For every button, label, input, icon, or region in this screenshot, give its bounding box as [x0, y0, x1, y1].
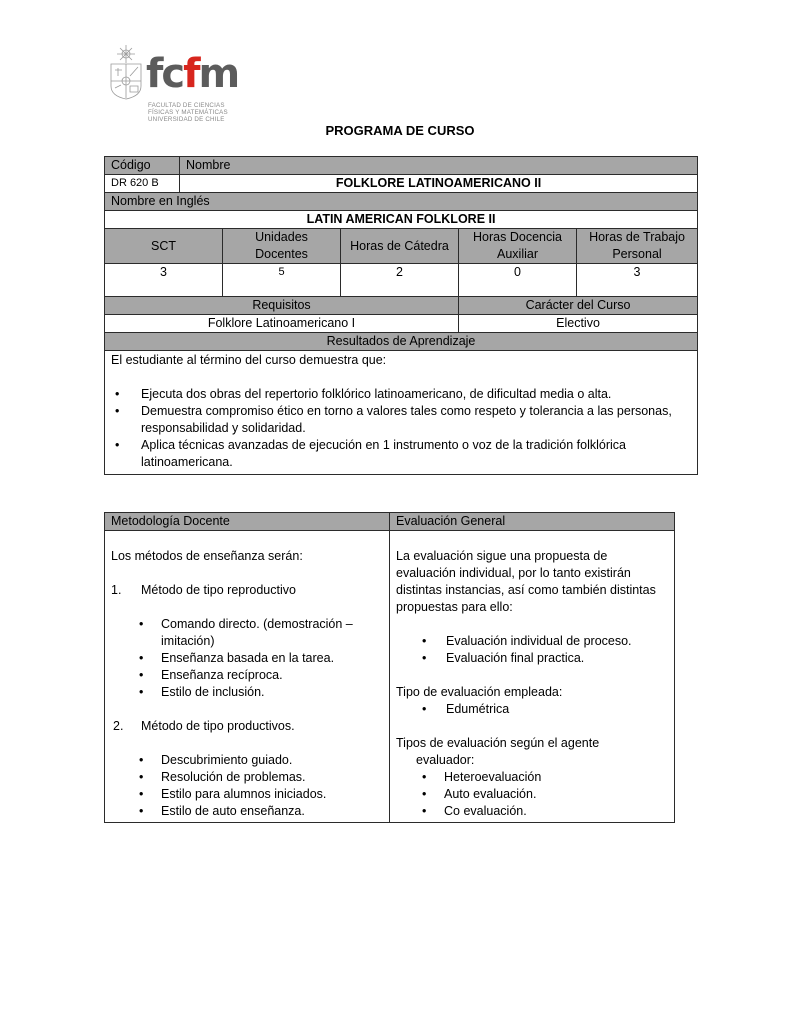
course-name: FOLKLORE LATINOAMERICANO II [180, 175, 698, 193]
method-group-list [111, 752, 383, 820]
method-group-list [111, 616, 383, 701]
method-group-title: 2. Método de tipo productivos. [113, 719, 295, 733]
list-item: • Estilo de inclusión. [111, 684, 383, 701]
list-item: • Edumétrica [396, 701, 668, 718]
learning-results-content [105, 351, 698, 475]
method-group-title: 1. Método de tipo reproductivo [111, 583, 296, 597]
auxiliary-hours-header: Horas Docencia Auxiliar [459, 229, 577, 264]
course-character-label: Carácter del Curso [459, 297, 698, 315]
name-label: Nombre [180, 157, 698, 175]
evaluation-intro: La evaluación sigue una propuesta de evaluación individual, por lo tanto existirán distintas instancias, así como también distintas propuestas para ello: [396, 549, 656, 614]
course-character-value: Electivo [459, 315, 698, 333]
list-item: • Heteroevaluación [396, 769, 668, 786]
requisites-label: Requisitos [105, 297, 459, 315]
english-name-label: Nombre en Inglés [105, 193, 698, 211]
methodology-content [105, 531, 390, 823]
list-item: • Aplica técnicas avanzadas de ejecución en 1 instrumento o voz de la tradición folklórica latinoamericana. [111, 437, 691, 471]
list-item: • Evaluación final practica. [396, 650, 668, 667]
list-item: • Auto evaluación. [396, 786, 668, 803]
methodology-evaluation-table [104, 512, 675, 823]
evaluation-type-list [396, 701, 668, 718]
methodology-intro: Los métodos de enseñanza serán: [111, 549, 303, 563]
sct-header: SCT [105, 229, 223, 264]
methodology-label: Metodología Docente [105, 513, 390, 531]
list-item: • Ejecuta dos obras del repertorio folklórico latinoamericano, de dificultad media o alta. [111, 386, 691, 403]
list-item: • Estilo de auto enseñanza. [111, 803, 383, 820]
learning-intro: El estudiante al término del curso demuestra que: [111, 353, 387, 367]
page-title: PROGRAMA DE CURSO [325, 123, 475, 138]
evaluation-agent-list [396, 769, 668, 820]
university-shield-icon [108, 44, 144, 100]
list-item: • Demuestra compromiso ético en torno a valores tales como respeto y tolerancia a las personas, responsabilidad y solidaridad. [111, 403, 691, 437]
code-label: Código [105, 157, 180, 175]
fcfm-logo [108, 44, 239, 126]
learning-outcomes-list [111, 386, 691, 471]
teaching-units-header: Unidades Docentes [223, 229, 341, 264]
lecture-hours-header: Horas de Cátedra [341, 229, 459, 264]
personal-work-hours-value: 3 [577, 264, 698, 297]
sct-value: 3 [105, 264, 223, 297]
evaluation-label: Evaluación General [390, 513, 675, 531]
course-code: DR 620 B [105, 175, 180, 193]
personal-work-hours-header: Horas de Trabajo Personal [577, 229, 698, 264]
evaluation-agent-label: Tipos de evaluación según el agente [396, 736, 600, 750]
requisites-value: Folklore Latinoamericano I [105, 315, 459, 333]
evaluation-agent-label-cont: evaluador: [416, 753, 475, 767]
auxiliary-hours-value: 0 [459, 264, 577, 297]
list-item: • Enseñanza basada en la tarea. [111, 650, 383, 667]
list-item: • Estilo para alumnos iniciados. [111, 786, 383, 803]
list-item: • Enseñanza recíproca. [111, 667, 383, 684]
evaluation-list [396, 633, 668, 667]
evaluation-type-label: Tipo de evaluación empleada: [396, 685, 563, 699]
list-item: • Evaluación individual de proceso. [396, 633, 668, 650]
list-item: • Comando directo. (demostración – imitación) [111, 616, 383, 650]
faculty-name: FACULTAD DE CIENCIAS FÍSICAS Y MATEMÁTICAS UNIVERSIDAD DE CHILE [148, 102, 228, 123]
english-course-name: LATIN AMERICAN FOLKLORE II [105, 211, 698, 229]
list-item: • Resolución de problemas. [111, 769, 383, 786]
list-item: • Co evaluación. [396, 803, 668, 820]
teaching-units-value: 5 [223, 264, 341, 297]
fcfm-wordmark: fcfm [146, 51, 239, 97]
lecture-hours-value: 2 [341, 264, 459, 297]
evaluation-content [390, 531, 675, 823]
learning-results-label: Resultados de Aprendizaje [105, 333, 698, 351]
course-info-table [104, 156, 698, 475]
list-item: • Descubrimiento guiado. [111, 752, 383, 769]
